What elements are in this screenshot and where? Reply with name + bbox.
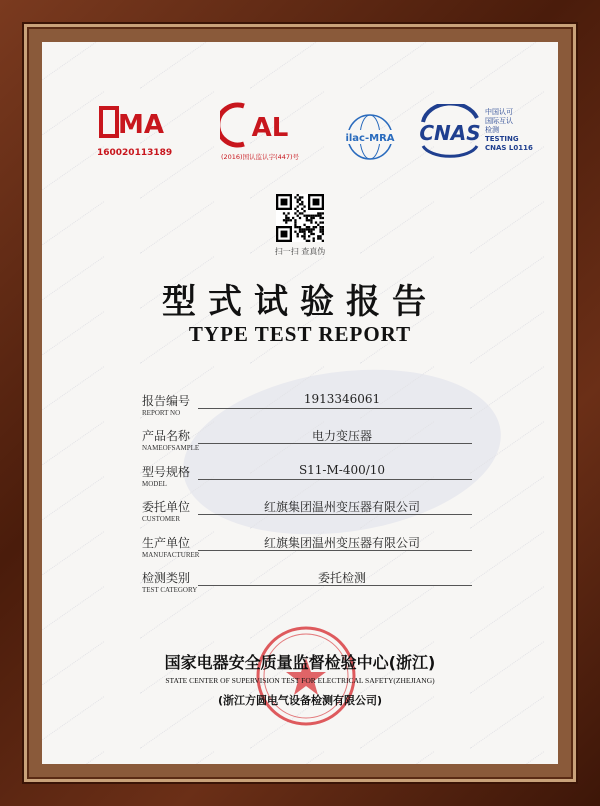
field-test-category [142, 569, 472, 601]
field-label-en: CUSTOMER [142, 515, 180, 523]
field-label-cn: 型号规格 [142, 465, 191, 479]
issuer-name-cn: 国家电器安全质量监督检验中心(浙江) [164, 653, 436, 672]
cal-logo [205, 102, 315, 161]
issuer-name-en: STATE CENTER OF SUPERVISION TEST FOR ELECTRICAL SAFETY(ZHEJIANG) [165, 676, 435, 685]
cma-number: 160020113189 [97, 148, 173, 158]
cnas-logo [415, 104, 545, 164]
field-label-cn: 产品名称 [142, 429, 191, 443]
field-label-en: TEST CATEGORY [142, 586, 198, 594]
accreditation-logos [97, 102, 533, 172]
watermark-stroke [470, 531, 544, 583]
watermark-stroke [42, 146, 104, 198]
qr-code-icon[interactable] [276, 194, 324, 242]
watermark-stroke [470, 366, 544, 418]
cal-caption: (2016)国认监认字(447)号 [220, 153, 300, 161]
watermark-stroke [42, 91, 104, 143]
issuer-subname: (浙江方圆电气设备检测有限公司) [217, 694, 383, 707]
field-customer [142, 498, 472, 530]
field-label-en: REPORT NO [142, 409, 181, 417]
field-label-cn: 报告编号 [142, 394, 191, 408]
watermark-stroke [42, 476, 104, 528]
watermark-stroke [140, 42, 214, 89]
cal-mark: AL [251, 113, 289, 143]
watermark-stroke [470, 42, 544, 89]
watermark-stroke [42, 421, 104, 473]
watermark-stroke [470, 476, 544, 528]
watermark-stroke [42, 751, 104, 764]
field-label-cn: 检测类别 [142, 571, 191, 585]
field-report-no [142, 392, 472, 424]
report-title-en: TYPE TEST REPORT [188, 322, 412, 346]
cnas-cn-line1: 中国认可 [485, 108, 513, 116]
watermark-stroke [140, 751, 214, 764]
field-value: 红旗集团温州变压器有限公司 [263, 500, 420, 514]
field-value: 1913346061 [303, 392, 381, 406]
cma-logo [97, 102, 187, 158]
field-value: S11-M-400/10 [298, 463, 386, 477]
watermark-stroke [250, 42, 324, 89]
watermark-stroke [470, 586, 544, 638]
field-value: 电力变压器 [311, 429, 372, 443]
field-label-cn: 生产单位 [142, 536, 191, 550]
watermark-stroke [140, 201, 214, 253]
watermark-stroke [470, 751, 544, 764]
cma-mark: MA [118, 110, 164, 140]
watermark-stroke [42, 366, 104, 418]
watermark-stroke [42, 201, 104, 253]
field-value: 红旗集团温州变压器有限公司 [263, 536, 420, 550]
field-manufacturer [142, 534, 472, 566]
watermark-stroke [250, 751, 324, 764]
field-underline [198, 443, 472, 444]
field-model [142, 463, 472, 495]
qr-caption: 扫一扫 查真伪 [274, 247, 326, 256]
cma-emblem-icon [97, 102, 177, 142]
cnas-en-line1: TESTING [485, 135, 519, 143]
watermark-stroke [42, 42, 104, 89]
field-underline [198, 408, 472, 409]
field-label-cn: 委托单位 [142, 500, 191, 514]
ilac-mra-logo [337, 112, 407, 166]
certificate-paper [42, 42, 558, 764]
watermark-stroke [42, 586, 104, 638]
watermark-stroke [360, 751, 434, 764]
report-title-cn: 型式试验报告 [162, 282, 438, 322]
field-value: 委托检测 [317, 571, 366, 585]
field-product-name [142, 427, 472, 459]
watermark-stroke [360, 201, 434, 253]
field-underline [198, 479, 472, 480]
field-underline [198, 585, 472, 586]
cnas-emblem-icon [415, 104, 485, 160]
ilac-mark: ilac-MRA [345, 133, 395, 144]
cnas-mark: CNAS [419, 121, 481, 145]
field-underline [198, 514, 472, 515]
ilac-globe-icon [337, 112, 403, 162]
watermark-stroke [360, 42, 434, 89]
cnas-cn-line2: 国际互认 [485, 117, 513, 125]
field-label-en: NAMEOFSAMPLE [142, 444, 200, 452]
watermark-stroke [470, 201, 544, 253]
field-label-en: MANUFACTURER [142, 551, 200, 559]
field-label-en: MODEL [142, 480, 167, 488]
cal-emblem-icon [220, 102, 300, 148]
watermark-stroke [42, 531, 104, 583]
cnas-en-line2: CNAS L0116 [485, 144, 533, 152]
cnas-cn-line3: 检测 [485, 126, 499, 134]
field-underline [198, 550, 472, 551]
